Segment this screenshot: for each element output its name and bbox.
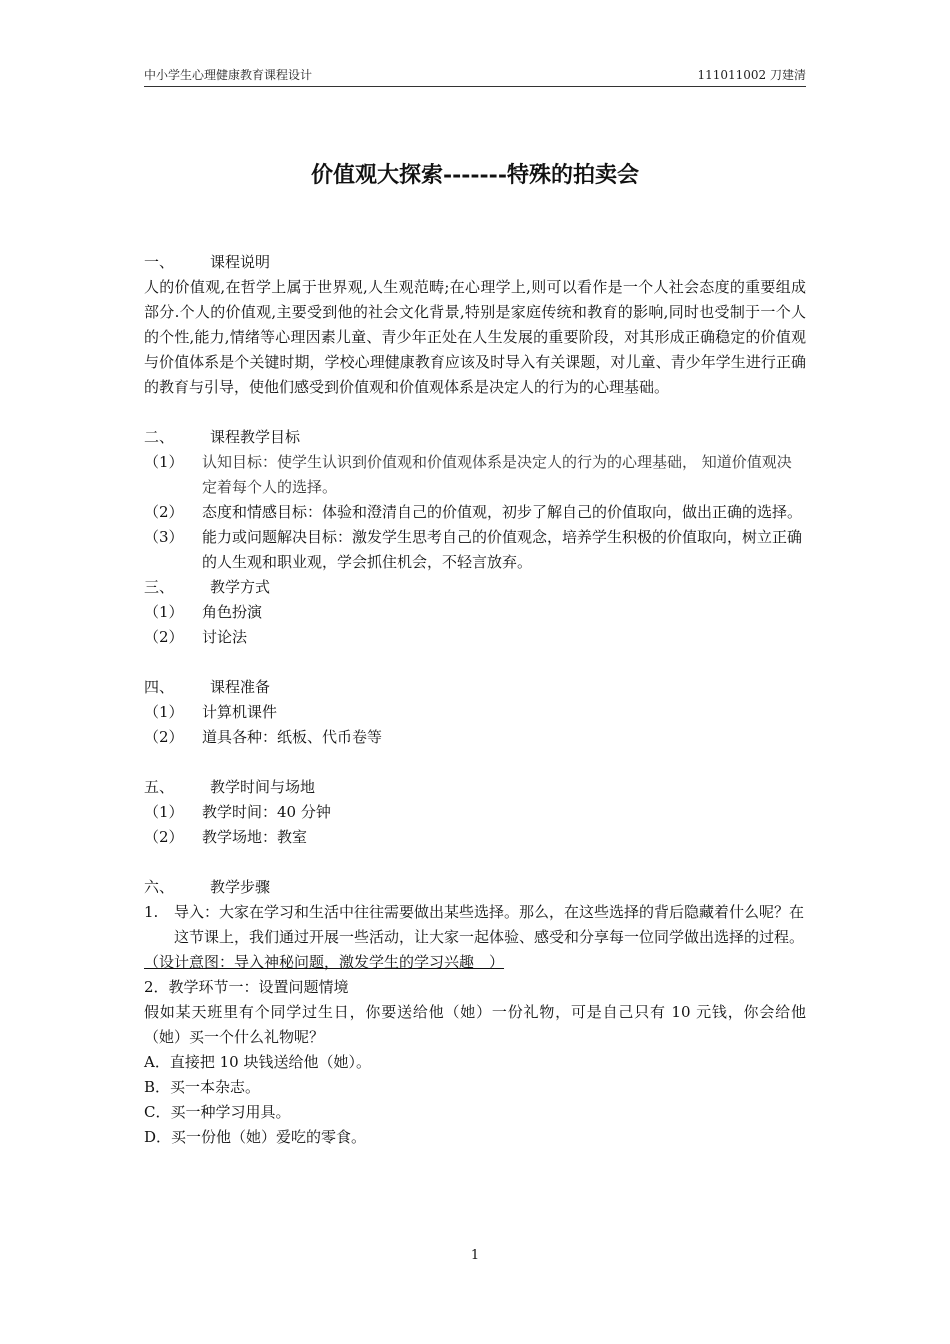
section-heading-3: 三、 教学方式 bbox=[144, 578, 271, 596]
option-b: B．买一本杂志。 bbox=[144, 1078, 261, 1096]
option-d: D．买一份他（她）爱吃的零食。 bbox=[144, 1128, 367, 1146]
header-course-name: 中小学生心理健康教育课程设计 bbox=[144, 68, 313, 82]
list-item: （1） 计算机课件 bbox=[144, 703, 278, 721]
section-heading-2: 二、 课程教学目标 bbox=[144, 428, 301, 446]
option-c: C．买一种学习用具。 bbox=[144, 1103, 291, 1121]
section-heading-4: 四、 课程准备 bbox=[144, 678, 271, 696]
header-author: 111011002 刀建清 bbox=[697, 68, 806, 82]
list-item: （3） 能力或问题解决目标：激发学生思考自己的价值观念，培养学生积极的价值取向，树立正确的人生观和职业观，学会抓住机会，不轻言放弃。 bbox=[144, 528, 803, 571]
list-item: （2） 态度和情感目标：体验和澄清自己的价值观，初步了解自己的价值取向，做出正确的选择。 bbox=[144, 503, 803, 521]
page-header bbox=[144, 66, 806, 87]
teaching-step-2: 2．教学环节一：设置问题情境 bbox=[144, 978, 349, 996]
document-title: 价值观大探索-------特殊的拍卖会 bbox=[311, 162, 639, 188]
design-intent-note: （设计意图：导入神秘问题，激发学生的学习兴趣 ） bbox=[144, 953, 505, 971]
list-item: （2） 道具各种：纸板、代币卷等 bbox=[144, 728, 383, 746]
section-heading-6: 六、 教学步骤 bbox=[144, 878, 271, 896]
section-heading-5: 五、 教学时间与场地 bbox=[144, 778, 316, 796]
teaching-step-1: 1. 导入：大家在学习和生活中往往需要做出某些选择。那么，在这些选择的背后隐藏着什么呢？在这节课上，我们通过开展一些活动，让大家一起体验、感受和分享每一位同学做出选择的过程。 bbox=[144, 903, 805, 946]
section-heading-1: 一、 课程说明 bbox=[144, 253, 271, 271]
scenario-paragraph: 假如某天班里有个同学过生日，你要送给他（她）一份礼物，可是自己只有 10 元钱，你会给他（她）买一个什么礼物呢？ bbox=[144, 1003, 806, 1046]
course-description-paragraph: 人的价值观,在哲学上属于世界观,人生观范畴;在心理学上,则可以看作是一个人社会态度的重要组成部分.个人的价值观,主要受到他的社会文化背景,特别是家庭传统和教育的影响,同时也受制于一个人的个性,能力,情绪等心理因素儿童、青少年正处在人生发展的重要阶段，对其形成正确稳定的价值观与价值体系是个关键时期，学校心理健康教育应该及时导入有关课题，对儿童、青少年学生进行正确的教育与引导，使他们感受到价值观和价值观体系是决定人的行为的心理基础。 bbox=[144, 278, 806, 396]
list-item: （1） 角色扮演 bbox=[144, 603, 263, 621]
list-item: （1） 认知目标：使学生认识到价值观和价值观体系是决定人的行为的心理基础， 知道价值观决定着每个人的选择。 bbox=[144, 453, 792, 496]
list-item: （1） 教学时间：40 分钟 bbox=[144, 803, 331, 821]
list-item: （2） 讨论法 bbox=[144, 628, 248, 646]
document-body bbox=[144, 250, 806, 1150]
option-a: A．直接把 10 块钱送给他（她）。 bbox=[144, 1053, 371, 1071]
list-item: （2） 教学场地：教室 bbox=[144, 828, 308, 846]
page-number: 1 bbox=[470, 1248, 480, 1263]
